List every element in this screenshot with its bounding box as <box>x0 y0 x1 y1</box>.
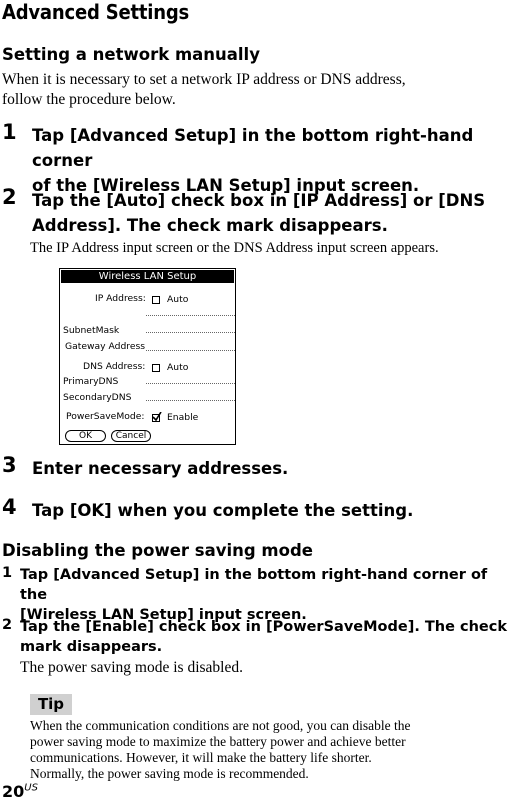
page-number <box>2 782 38 801</box>
primary-dns-label: PrimaryDNS <box>63 376 119 387</box>
page-number-value: 20 <box>2 782 25 801</box>
step-2-note: The IP Address input screen or the DNS Address input screen appears. <box>30 240 439 256</box>
check-icon <box>152 412 162 421</box>
tip-line: When the communication conditions are not good, you can disable the <box>30 718 411 733</box>
step-number: 4 <box>2 495 17 519</box>
step-text <box>32 188 485 238</box>
intro-line: When it is necessary to set a network IP address or DNS address, <box>2 71 406 88</box>
dns-auto-checkbox[interactable] <box>152 364 160 372</box>
primary-dns-field[interactable] <box>146 383 235 385</box>
tip-line: communications. However, it will make the battery life shorter. <box>30 750 372 765</box>
step-line: Tap [Advanced Setup] in the bottom right-hand corner of the <box>20 567 488 603</box>
step-text <box>32 123 516 198</box>
step-line: Tap the [Enable] check box in [PowerSaveMode]. The check <box>20 619 507 635</box>
step-text: Enter necessary addresses. <box>32 459 289 478</box>
page-title: Advanced Settings <box>2 0 190 24</box>
section-heading-network: Setting a network manually <box>2 45 260 64</box>
dns-address-label: DNS Address: <box>83 361 146 372</box>
dns-auto-label: Auto <box>167 362 189 373</box>
sub-step-2-note: The power saving mode is disabled. <box>20 659 243 676</box>
tip-line: Normally, the power saving mode is recommended. <box>30 766 309 781</box>
step-number: 2 <box>2 185 17 209</box>
enable-checkbox[interactable] <box>152 414 160 422</box>
ip-auto-label: Auto <box>167 294 189 305</box>
section-heading-power-saving: Disabling the power saving mode <box>2 541 313 560</box>
power-save-label: PowerSaveMode: <box>66 411 145 422</box>
enable-label: Enable <box>167 412 199 423</box>
step-number: 1 <box>2 565 13 581</box>
subnet-mask-label: SubnetMask <box>63 325 120 336</box>
tip-text <box>30 718 500 782</box>
ok-button[interactable]: OK <box>65 430 106 442</box>
step-line: [Wireless LAN Setup] input screen. <box>20 607 307 623</box>
cancel-button[interactable]: Cancel <box>111 430 151 442</box>
wireless-lan-setup-dialog <box>59 268 236 445</box>
secondary-dns-label: SecondaryDNS <box>63 392 132 403</box>
tip-line: power saving mode to maximize the battery power and achieve better <box>30 734 406 749</box>
step-number: 3 <box>2 453 17 477</box>
dialog-title: Wireless LAN Setup <box>61 270 234 283</box>
step-text: Tap [OK] when you complete the setting. <box>32 501 414 520</box>
step-number: 2 <box>2 617 13 633</box>
ip-auto-checkbox[interactable] <box>152 296 160 304</box>
step-line: Tap [Advanced Setup] in the bottom right-hand corner <box>32 126 474 170</box>
gateway-label: Gateway Address <box>65 341 146 352</box>
step-text <box>20 565 516 625</box>
step-line: of the [Wireless LAN Setup] input screen. <box>32 176 420 195</box>
intro-line: follow the procedure below. <box>2 91 176 108</box>
step-number: 1 <box>2 120 17 144</box>
tip-badge: Tip <box>30 694 72 715</box>
ip-address-field[interactable] <box>146 315 235 317</box>
ip-address-label: IP Address: <box>95 293 146 304</box>
step-line: mark disappears. <box>20 639 163 655</box>
gateway-field[interactable] <box>146 350 235 352</box>
step-line: Tap the [Auto] check box in [IP Address] or [DNS <box>32 191 486 210</box>
step-line: Address]. The check mark disappears. <box>32 216 388 235</box>
secondary-dns-field[interactable] <box>146 400 235 402</box>
intro-text <box>2 70 406 110</box>
step-text <box>20 617 507 657</box>
page-region-suffix: US <box>24 782 38 794</box>
subnet-mask-field[interactable] <box>146 332 235 334</box>
